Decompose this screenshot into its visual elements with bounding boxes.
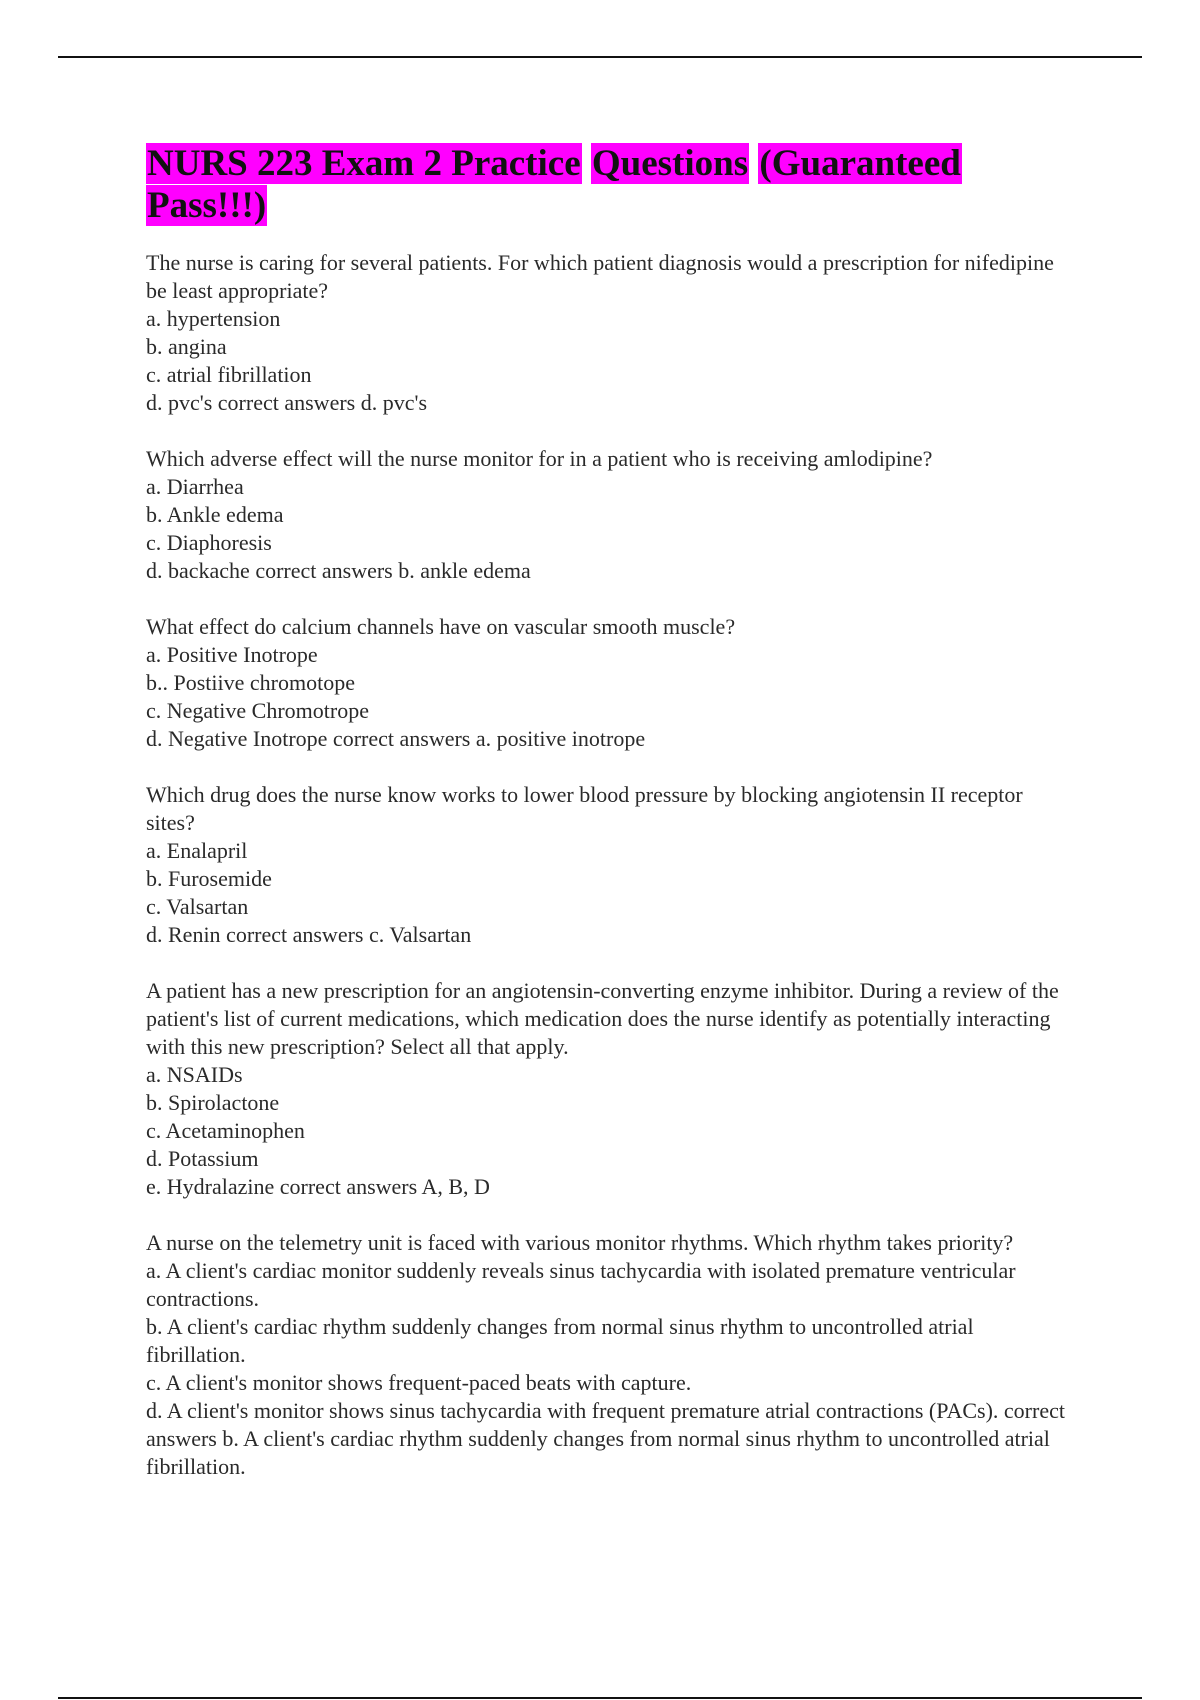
answer-option: c. Acetaminophen	[146, 1118, 305, 1143]
answer-option: b.. Postiive chromotope	[146, 670, 355, 695]
title-highlight-1: NURS 223 Exam 2 Practice	[147, 143, 581, 184]
bottom-rule	[58, 1697, 1142, 1699]
answer-option: d. Potassium	[146, 1146, 259, 1171]
top-rule	[58, 56, 1142, 58]
answer-option: e. Hydralazine correct answers A, B, D	[146, 1174, 490, 1199]
answer-option: b. Furosemide	[146, 866, 272, 891]
title-highlight-2: Questions	[591, 143, 749, 184]
answer-option: d. pvc's correct answers d. pvc's	[146, 390, 428, 415]
title-highlight-3: (Guaranteed	[759, 143, 961, 184]
answer-option: d. Negative Inotrope correct answers a. positive inotrope	[146, 726, 646, 751]
document-title	[146, 143, 1066, 227]
answer-option: d. A client's monitor shows sinus tachycardia with frequent premature atrial contractions (PACs). correct answers b. A client's cardiac rhythm suddenly changes from normal sinus rhythm to uncontrolled atrial fibrillation.	[146, 1398, 1065, 1479]
question-3	[146, 613, 1066, 753]
question-stem: A patient has a new prescription for an angiotensin-converting enzyme inhibitor. During a review of the patient's list of current medications, which medication does the nurse identify as potentially interacting with this new prescription? Select all that apply.	[146, 978, 1059, 1059]
question-4	[146, 781, 1066, 949]
question-2	[146, 445, 1066, 585]
answer-option: a. Enalapril	[146, 838, 248, 863]
answer-option: a. hypertension	[146, 306, 281, 331]
answer-option: b. Ankle edema	[146, 502, 284, 527]
answer-option: d. backache correct answers b. ankle edema	[146, 558, 531, 583]
answer-option: b. Spirolactone	[146, 1090, 280, 1115]
answer-option: c. atrial fibrillation	[146, 362, 312, 387]
question-stem: What effect do calcium channels have on vascular smooth muscle?	[146, 614, 736, 639]
question-stem: Which drug does the nurse know works to lower blood pressure by blocking angiotensin II receptor sites?	[146, 782, 1023, 835]
answer-option: c. Valsartan	[146, 894, 249, 919]
question-1	[146, 249, 1066, 417]
answer-option: b. A client's cardiac rhythm suddenly changes from normal sinus rhythm to uncontrolled atrial fibrillation.	[146, 1314, 974, 1367]
title-highlight-4: Pass!!!)	[147, 185, 267, 226]
answer-option: c. Negative Chromotrope	[146, 698, 369, 723]
answer-option: a. NSAIDs	[146, 1062, 243, 1087]
document-body	[146, 143, 1066, 1509]
answer-option: b. angina	[146, 334, 227, 359]
answer-option: a. A client's cardiac monitor suddenly reveals sinus tachycardia with isolated premature ventricular contractions.	[146, 1258, 1016, 1311]
question-stem: A nurse on the telemetry unit is faced with various monitor rhythms. Which rhythm takes priority?	[146, 1230, 1014, 1255]
answer-option: c. A client's monitor shows frequent-paced beats with capture.	[146, 1370, 692, 1395]
question-stem: Which adverse effect will the nurse monitor for in a patient who is receiving amlodipine?	[146, 446, 933, 471]
answer-option: a. Diarrhea	[146, 474, 244, 499]
question-5	[146, 977, 1066, 1201]
question-6	[146, 1229, 1066, 1481]
answer-option: c. Diaphoresis	[146, 530, 272, 555]
answer-option: d. Renin correct answers c. Valsartan	[146, 922, 472, 947]
question-stem: The nurse is caring for several patients. For which patient diagnosis would a prescription for nifedipine be least appropriate?	[146, 250, 1054, 303]
answer-option: a. Positive Inotrope	[146, 642, 318, 667]
